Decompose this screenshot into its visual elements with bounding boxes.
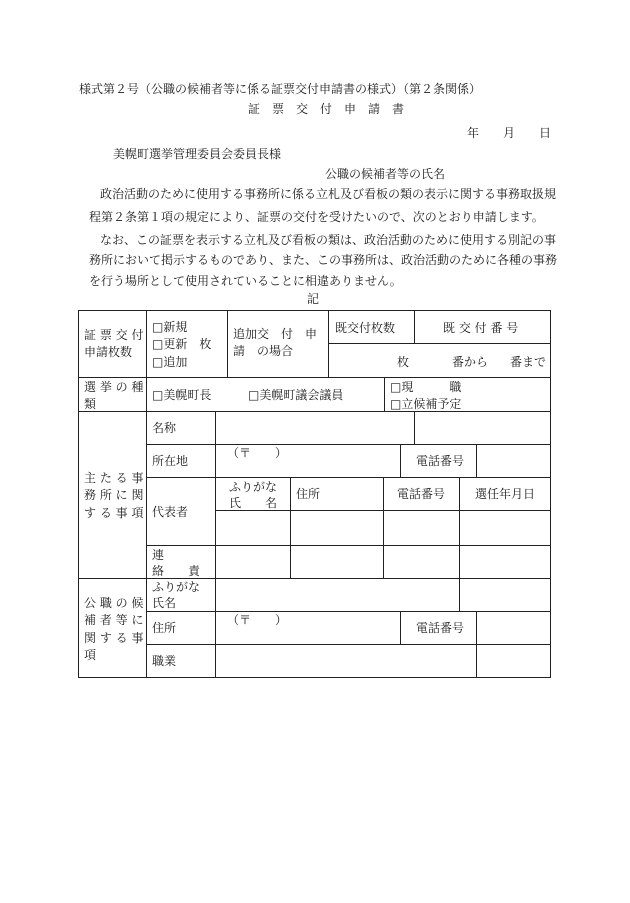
body-p1-line2: 程第２条第１項の規定により、証票の交付を受けたいので、次のとおり申請します。 [89,210,544,224]
issued-count-unit: 枚 [397,355,410,369]
office-postal-code: （〒 ） [227,446,288,460]
body-p1-line1: 政治活動のために使用する事務所に係る立札及び看板の類の表示に関する事務取扱規 [100,187,557,201]
option-planned-candidate[interactable]: □立候補予定 [390,397,462,412]
option-council-member[interactable]: □美幌町議会議員 [248,388,344,402]
row1-options [152,319,211,371]
office-name-label: 名称 [152,421,177,435]
office-phone-label: 電話番号 [416,454,465,468]
candidate-occupation-label: 職業 [152,654,177,668]
candidate-phone-label: 電話番号 [416,621,465,635]
office-location-label: 所在地 [152,454,189,468]
candidate-status-options [390,379,461,414]
addressee: 美幌町選挙管理委員会委員長様 [113,147,282,161]
representative-label: 代表者 [152,505,189,519]
issued-count-header: 既交付枚数 [335,321,396,335]
rep-address-header: 住所 [296,487,321,501]
option-renew[interactable]: □更新 枚 [152,337,212,352]
option-incumbent[interactable]: □現 職 [390,380,462,394]
page-title: 証 票 交 付 申 請 書 [248,102,405,116]
ki-label: 記 [307,292,320,306]
body-p2-line1: なお、この証票を表示する立札及び看板の類は、政治活動のために使用する別記の事 [100,233,557,247]
rep-name-header: ふりがな 氏 名 [229,480,278,511]
contact-person-label: 連 絡 責 [152,548,201,579]
office-section-label: 主 た る 事 務 所 に 関 す る 事 項 [84,471,144,520]
form-code: 様式第２号（公職の候補者等に係る証票交付申請書の様式）（第２条関係） [79,82,482,96]
issued-number-header: 既 交 付 番 号 [443,321,519,335]
row1-label: 証 票 交 付 申請枚数 [84,328,144,360]
candidate-section-label: 公 職 の 候 補 者 等 に 関 す る 事 項 [84,596,144,663]
body-p2-line2: 務所において掲示するものであり、また、この事務所は、政治活動のために各種の事務 [89,253,558,267]
option-new[interactable]: □新規 [152,320,188,334]
additional-application-label: 追加交 付 申 請 の場合 [233,327,318,359]
date-line: 年 月 日 [467,126,552,140]
body-p2-line3: を行う場所として使用されていることに相違ありません。 [89,274,402,288]
election-type-label: 選 挙 の 種 類 [84,380,144,412]
rep-phone-header: 電話番号 [397,487,446,501]
candidate-postal-code: （〒 ） [227,613,288,627]
rep-appointed-date-header: 選任年月日 [475,487,536,501]
candidate-address-label: 住所 [152,621,177,635]
candidate-name-label: ふりがな 氏名 [152,580,201,611]
option-add[interactable]: □追加 [152,354,188,369]
issued-number-from: 番から [452,355,489,369]
applicant-name-label: 公職の候補者等の氏名 [325,167,446,181]
option-mayor[interactable]: □美幌町長 [152,388,212,402]
issued-number-to: 番まで [510,355,547,369]
